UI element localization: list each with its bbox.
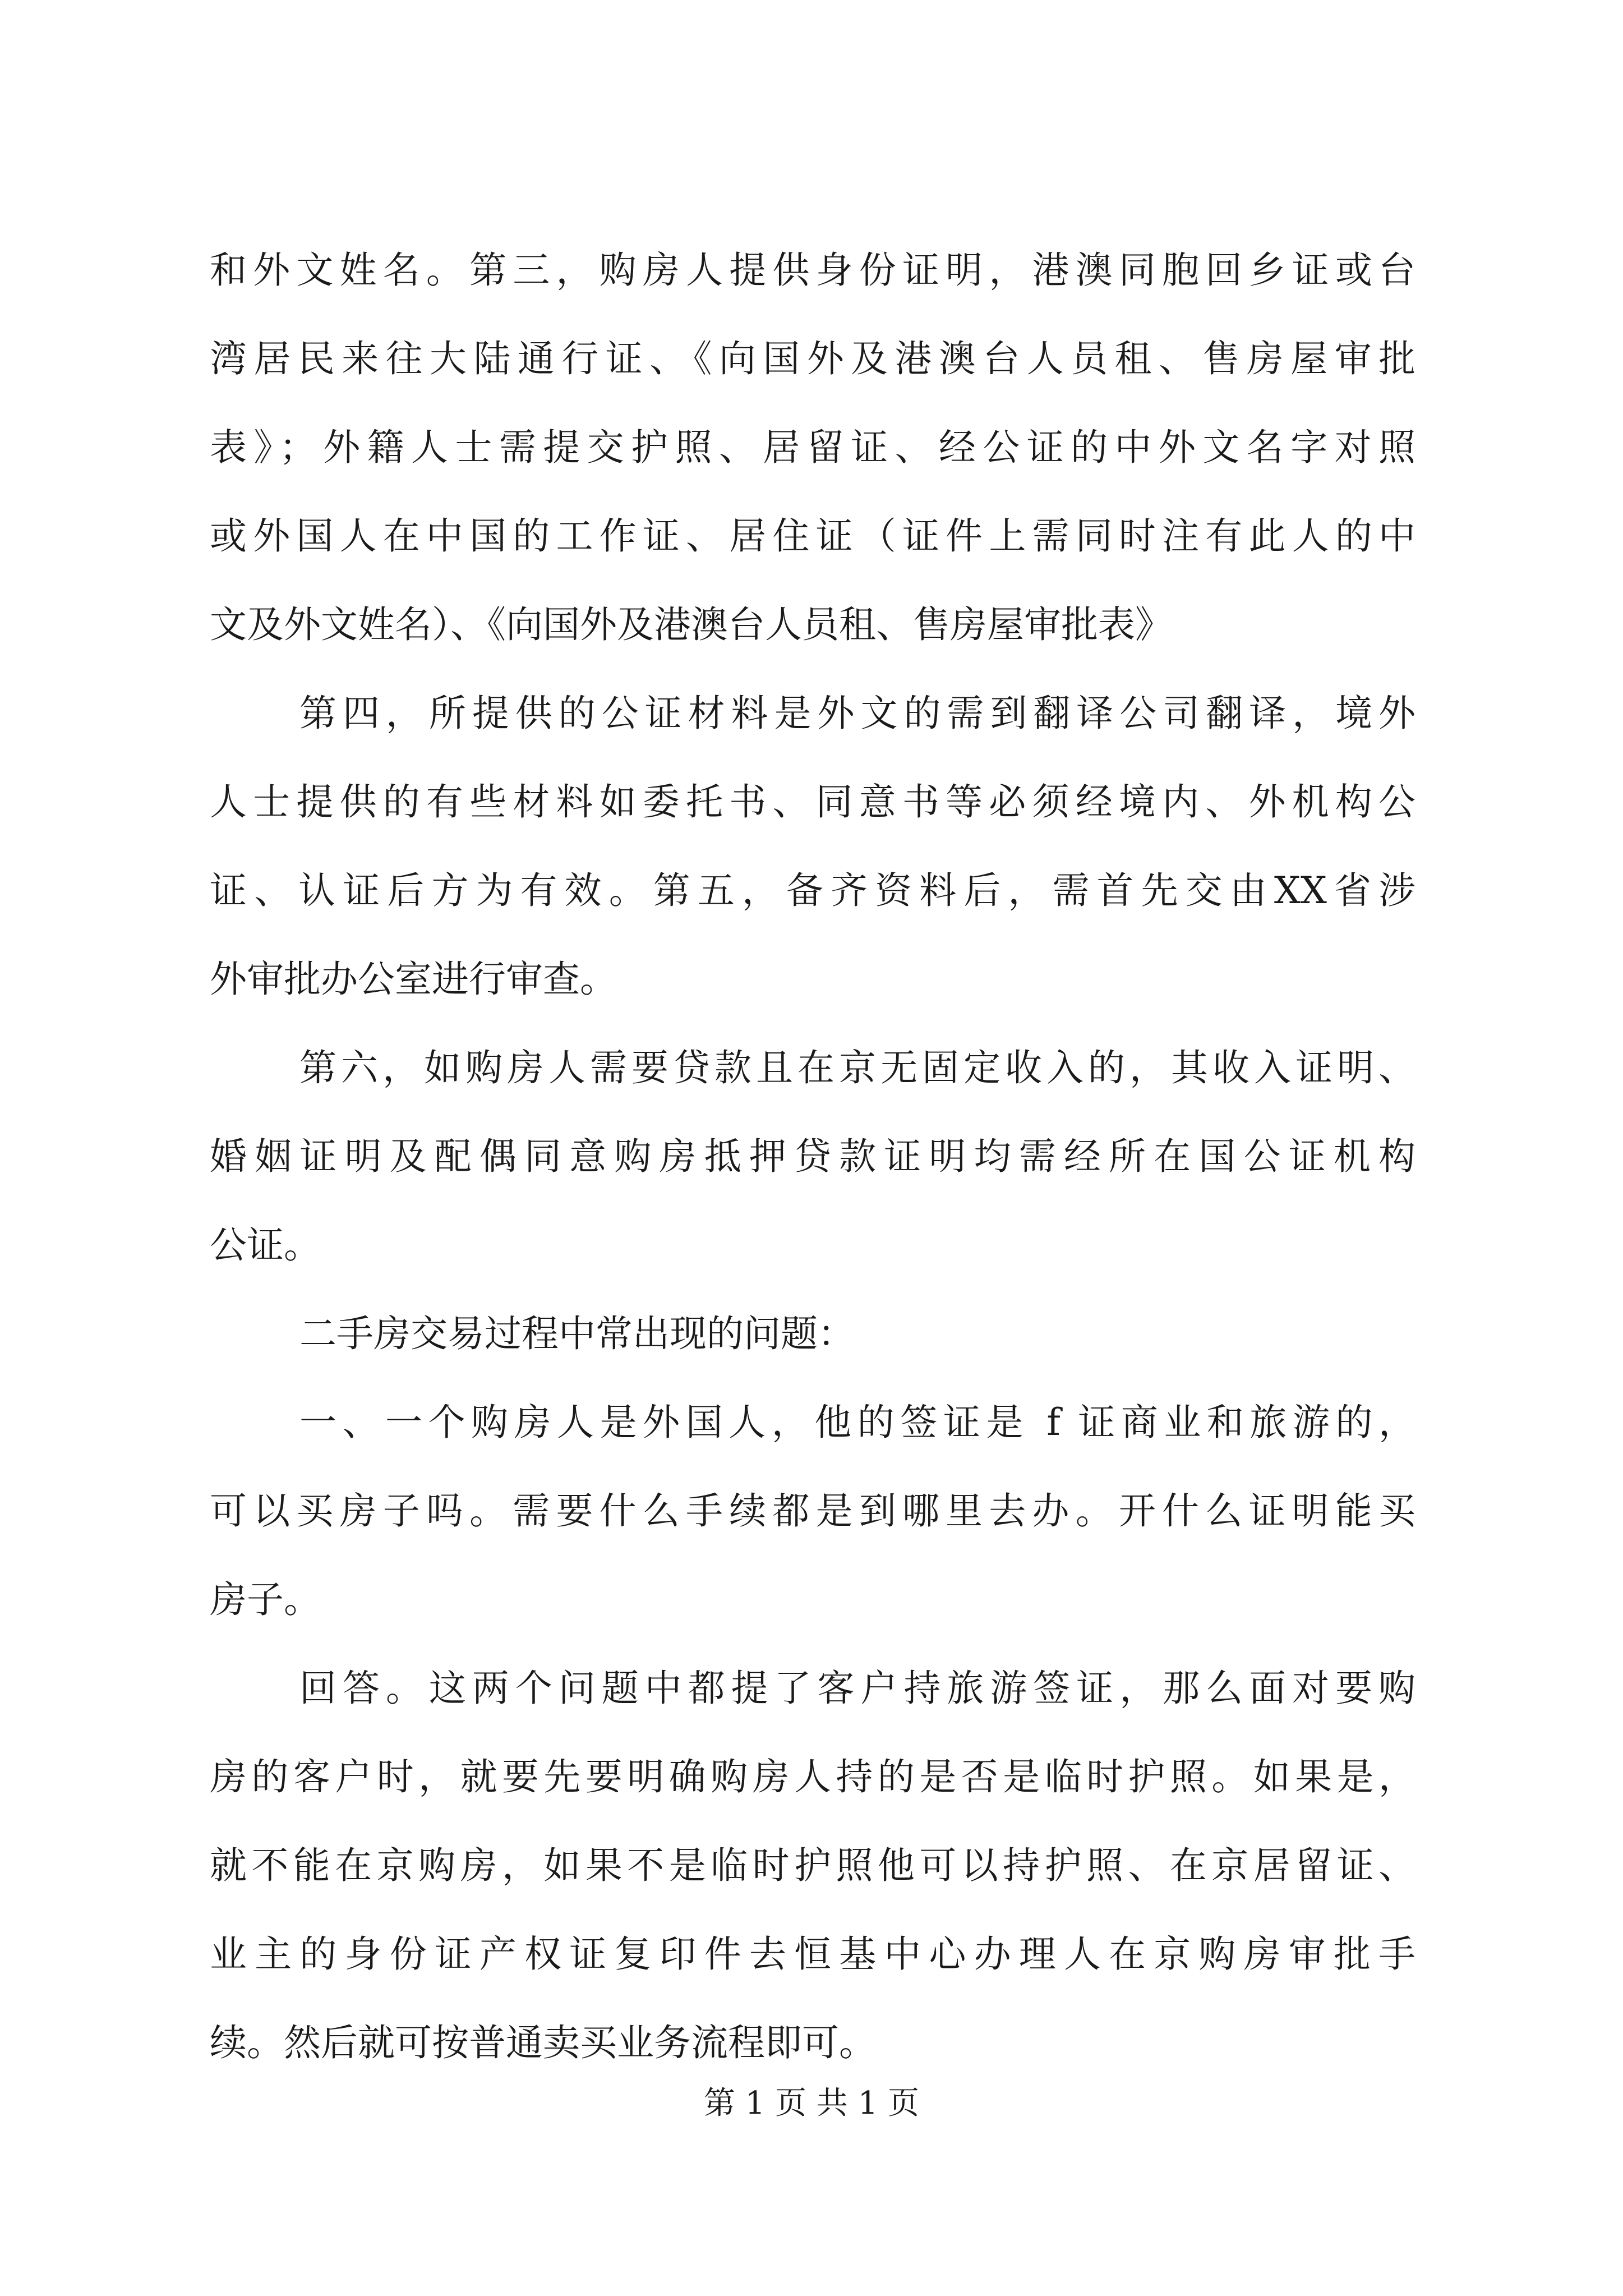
text-line: 就不能在京购房，如果不是临时护照他可以持护照、在京居留证、	[210, 1844, 1415, 1887]
text-line: 公证。	[210, 1223, 321, 1267]
text-line: 房的客户时，就要先要明确购房人持的是否是临时护照。如果是，	[210, 1755, 1415, 1798]
text-line: 第六，如购房人需要贷款且在京无固定收入的，其收入证明、	[299, 1046, 1415, 1089]
text-line: 第四，所提供的公证材料是外文的需到翻译公司翻译，境外	[299, 692, 1415, 735]
text-line: 可以买房子吗。需要什么手续都是到哪里去办。开什么证明能买	[210, 1489, 1415, 1533]
text-line: 回答。这两个问题中都提了客户持旅游签证，那么面对要购	[299, 1667, 1415, 1710]
text-line: 人士提供的有些材料如委托书、同意书等必须经境内、外机构公	[210, 780, 1415, 823]
text-line: 表》；外籍人士需提交护照、居留证、经公证的中外文名字对照	[210, 426, 1415, 469]
page-footer: 第 1 页 共 1 页	[703, 2085, 920, 2122]
text-line: 证、认证后方为有效。第五，备齐资料后，需首先交由XX省涉	[210, 869, 1415, 912]
text-line: 续。然后就可按普通卖买业务流程即可。	[210, 2021, 876, 2064]
text-line: 或外国人在中国的工作证、居住证（证件上需同时注有此人的中	[210, 514, 1415, 558]
text-line: 一、一个购房人是外国人，他的签证是 f 证商业和旅游的，	[299, 1401, 1415, 1444]
text-line: 外审批办公室进行审查。	[210, 958, 617, 1001]
text-line: 婚姻证明及配偶同意购房抵押贷款证明均需经所在国公证机构	[210, 1135, 1415, 1178]
text-line: 二手房交易过程中常出现的问题：	[299, 1312, 855, 1355]
text-line: 业主的身份证产权证复印件去恒基中心办理人在京购房审批手	[210, 1932, 1415, 1976]
text-line: 湾居民来往大陆通行证、《向国外及港澳台人员租、售房屋审批	[210, 337, 1415, 380]
text-line: 文及外文姓名）、《向国外及港澳台人员租、售房屋审批表》	[210, 603, 1172, 646]
text-line: 和外文姓名。第三，购房人提供身份证明，港澳同胞回乡证或台	[210, 249, 1415, 292]
text-line: 房子。	[210, 1578, 321, 1621]
